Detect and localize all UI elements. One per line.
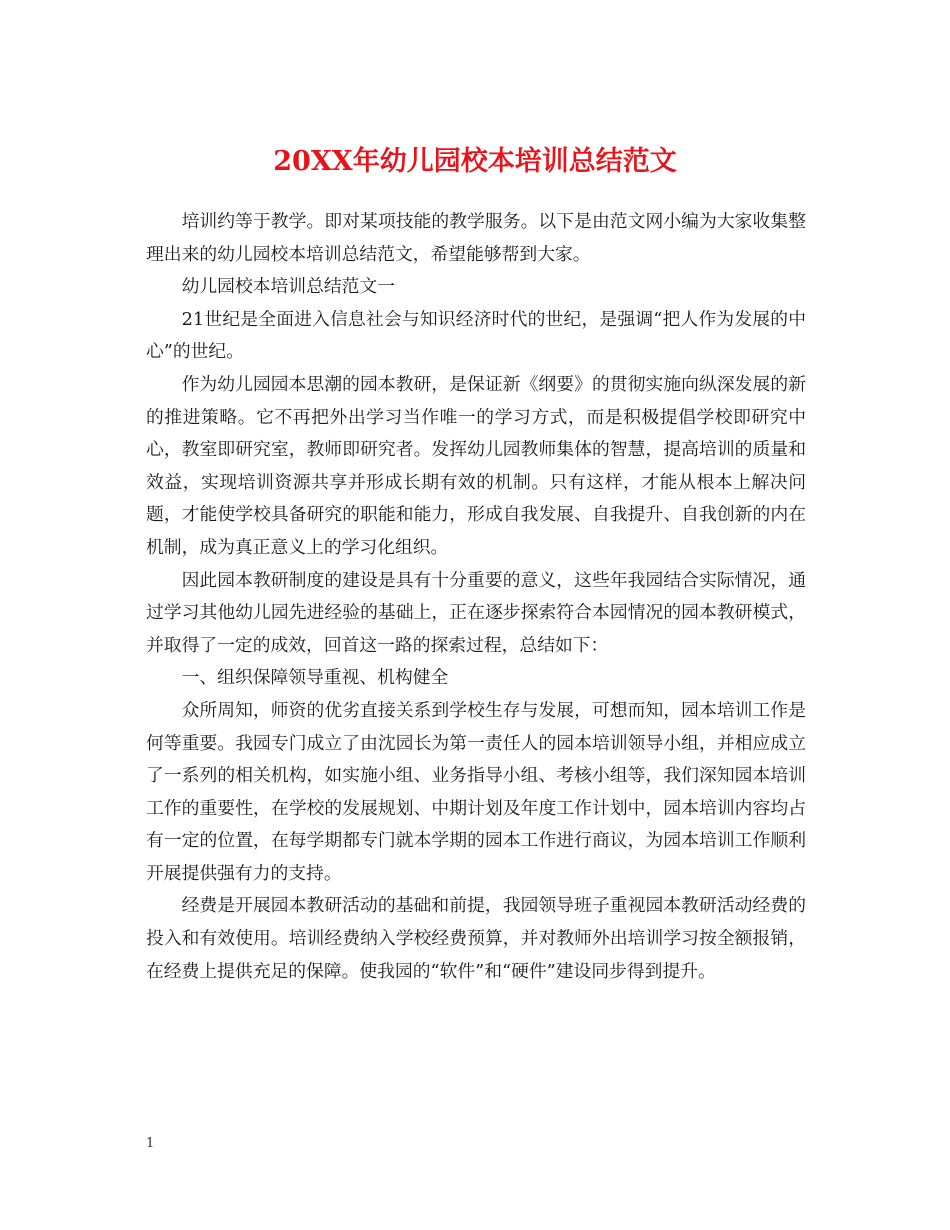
paragraph: 因此园本教研制度的建设是具有十分重要的意义，这些年我园结合实际情况，通过学习其他幼儿园先进经验的基础上，正在逐步探索符合本园情况的园本教研模式，并取得了一定的成效，回首这一路的探索过程，总结如下： [146,569,806,656]
paragraph-subtitle: 幼儿园校本培训总结范文一 [181,276,395,298]
paragraph-intro: 培训约等于教学。即对某项技能的教学服务。以下是由范文网小编为大家收集整理出来的幼儿园校本培训总结范文，希望能够帮到大家。 [146,211,806,265]
paragraph: 作为幼儿园园本思潮的园本教研，是保证新《纲要》的贯彻实施向纵深发展的新的推进策略。它不再把外出学习当作唯一的学习方式，而是积极提倡学校即研究中心，教室即研究室，教师即研究者。发挥幼儿园教师集体的智慧，提高培训的质量和效益，实现培训资源共享并形成长期有效的机制。只有这样，才能从根本上解决问题，才能使学校具备研究的职能和能力，形成自我发展、自我提升、自我创新的内在机制，成为真正意义上的学习化组织。 [146,373,806,558]
paragraph: 经费是开展园本教研活动的基础和前提，我园领导班子重视园本教研活动经费的投入和有效使用。培训经费纳入学校经费预算，并对教师外出培训学习按全额报销，在经费上提供充足的保障。使我园的“软件”和“硬件”建设同步得到提升。 [146,895,806,982]
document-title: 20XX年幼儿园校本培训总结范文 [273,146,677,178]
section-heading: 一、组织保障领导重视、机构健全 [181,667,449,689]
document-body [146,206,806,988]
paragraph: 21世纪是全面进入信息社会与知识经济时代的世纪，是强调“把人作为发展的中心”的世纪。 [146,308,806,363]
page-number: 1 [146,1136,155,1151]
paragraph: 众所周知，师资的优劣直接关系到学校生存与发展，可想而知，园本培训工作是何等重要。我园专门成立了由沈园长为第一责任人的园本培训领导小组，并相应成立了一系列的相关机构，如实施小组、业务指导小组、考核小组等，我们深知园本培训工作的重要性，在学校的发展规划、中期计划及年度工作计划中，园本培训内容均占有一定的位置，在每学期都专门就本学期的园本工作进行商议，为园本培训工作顺利开展提供强有力的支持。 [146,699,806,884]
